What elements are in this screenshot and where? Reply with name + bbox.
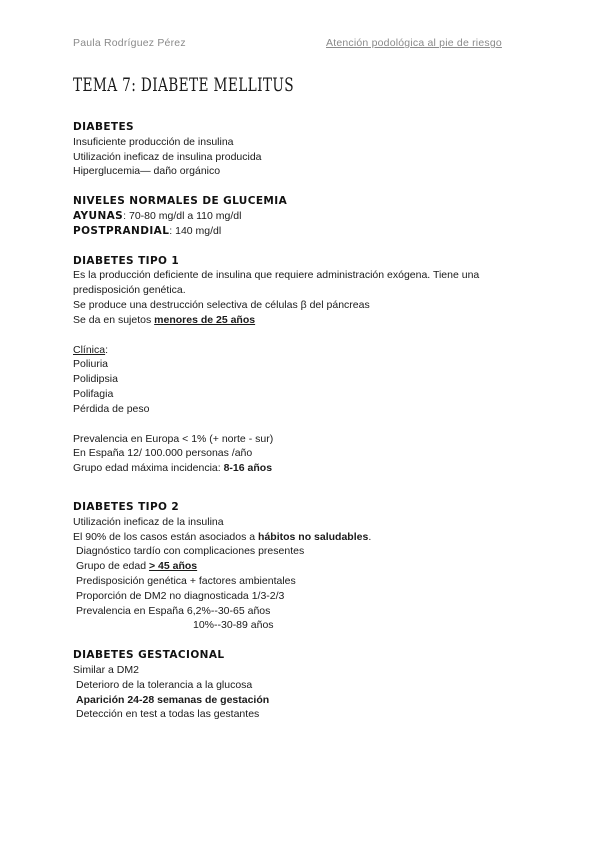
tipo1-sujetos-prefix: Se da en sujetos <box>73 313 155 326</box>
clinica-item: Poliuria <box>73 358 109 371</box>
section-heading-tipo1: DIABETES TIPO 1 <box>73 254 180 267</box>
postprandial-value: : 140 mg/dl <box>169 224 222 237</box>
tipo1-clinica-heading <box>73 343 533 358</box>
ayunas-value: : 70-80 mg/dl a 110 mg/dl <box>123 209 242 222</box>
tipo1-destruccion: Se produce una destrucción selectiva de células β del páncreas <box>73 298 370 311</box>
gestacional-deteccion: Detección en test a todas las gestantes <box>76 708 260 721</box>
tipo1-espana: En España 12/ 100.000 personas /año <box>73 447 253 460</box>
glucemia-postprandial <box>73 224 533 239</box>
tipo1-grupo <box>73 461 533 476</box>
tipo2-casos-prefix: El 90% de los casos están asociados a <box>73 530 259 543</box>
section-heading-glucemia: NIVELES NORMALES DE GLUCEMIA <box>73 195 288 208</box>
clinica-label: Clínica <box>73 343 106 356</box>
tipo2-casos <box>73 530 533 545</box>
clinica-item: Polifagia <box>73 387 114 400</box>
header-course: Atención podológica al pie de riesgo <box>326 37 502 49</box>
section-heading-gestacional: DIABETES GESTACIONAL <box>73 649 225 662</box>
glucemia-ayunas <box>73 209 533 224</box>
gestacional-similar: Similar a DM2 <box>73 663 139 676</box>
tipo2-grupo <box>73 559 533 574</box>
tipo1-grupo-prefix: Grupo edad máxima incidencia: <box>73 462 224 475</box>
tipo1-sujetos-bold: menores de 25 años <box>154 313 256 326</box>
ayunas-label: AYUNAS <box>73 209 124 222</box>
section-heading-tipo2: DIABETES TIPO 2 <box>73 500 180 513</box>
diabetes-line-3: Hiperglucemia— daño orgánico <box>73 165 221 178</box>
tipo1-prevalencia-europa: Prevalencia en Europa < 1% (+ norte - sur) <box>73 432 274 445</box>
diabetes-line-2: Utilización ineficaz de insulina producida <box>73 150 262 163</box>
document-body <box>73 120 533 722</box>
gestacional-deterioro: Deterioro de la tolerancia a la glucosa <box>76 678 253 691</box>
tipo2-grupo-bold: > 45 años <box>148 560 198 573</box>
clinica-colon: : <box>105 343 109 356</box>
header-author: Paula Rodríguez Pérez <box>73 37 186 49</box>
section-heading-diabetes: DIABETES <box>73 121 135 133</box>
postprandial-label: POSTPRANDIAL <box>73 224 170 237</box>
clinica-item: Pérdida de peso <box>73 402 150 415</box>
clinica-item: Polidipsia <box>73 373 118 386</box>
tipo2-prevalencia-2: 10%--30-89 años <box>193 619 274 632</box>
tipo2-casos-bold: hábitos no saludables <box>258 530 369 543</box>
diabetes-line-1: Insuficiente producción de insulina <box>73 135 234 148</box>
tipo2-prevalencia: Prevalencia en España 6,2%--30-65 años <box>76 604 271 617</box>
tipo2-diagnostico: Diagnóstico tardío con complicaciones presentes <box>76 545 305 558</box>
tipo1-intro: Es la producción deficiente de insulina que requiere administración exógena. Tiene una predisposición genética. <box>73 269 480 297</box>
gestacional-aparicion: Aparición 24-28 semanas de gestación <box>76 693 270 706</box>
tipo2-predisposicion: Predisposición genética + factores ambientales <box>76 574 296 587</box>
tipo2-proporcion: Proporción de DM2 no diagnosticada 1/3-2/3 <box>76 589 285 602</box>
tipo1-grupo-bold: 8-16 años <box>223 462 273 475</box>
tipo2-casos-suffix: . <box>368 530 372 543</box>
page-title: TEMA 7: DIABETE MELLITUS <box>73 74 294 96</box>
tipo2-grupo-prefix: Grupo de edad <box>76 560 149 573</box>
tipo1-sujetos <box>73 313 533 328</box>
tipo2-utilizacion: Utilización ineficaz de la insulina <box>73 515 224 528</box>
